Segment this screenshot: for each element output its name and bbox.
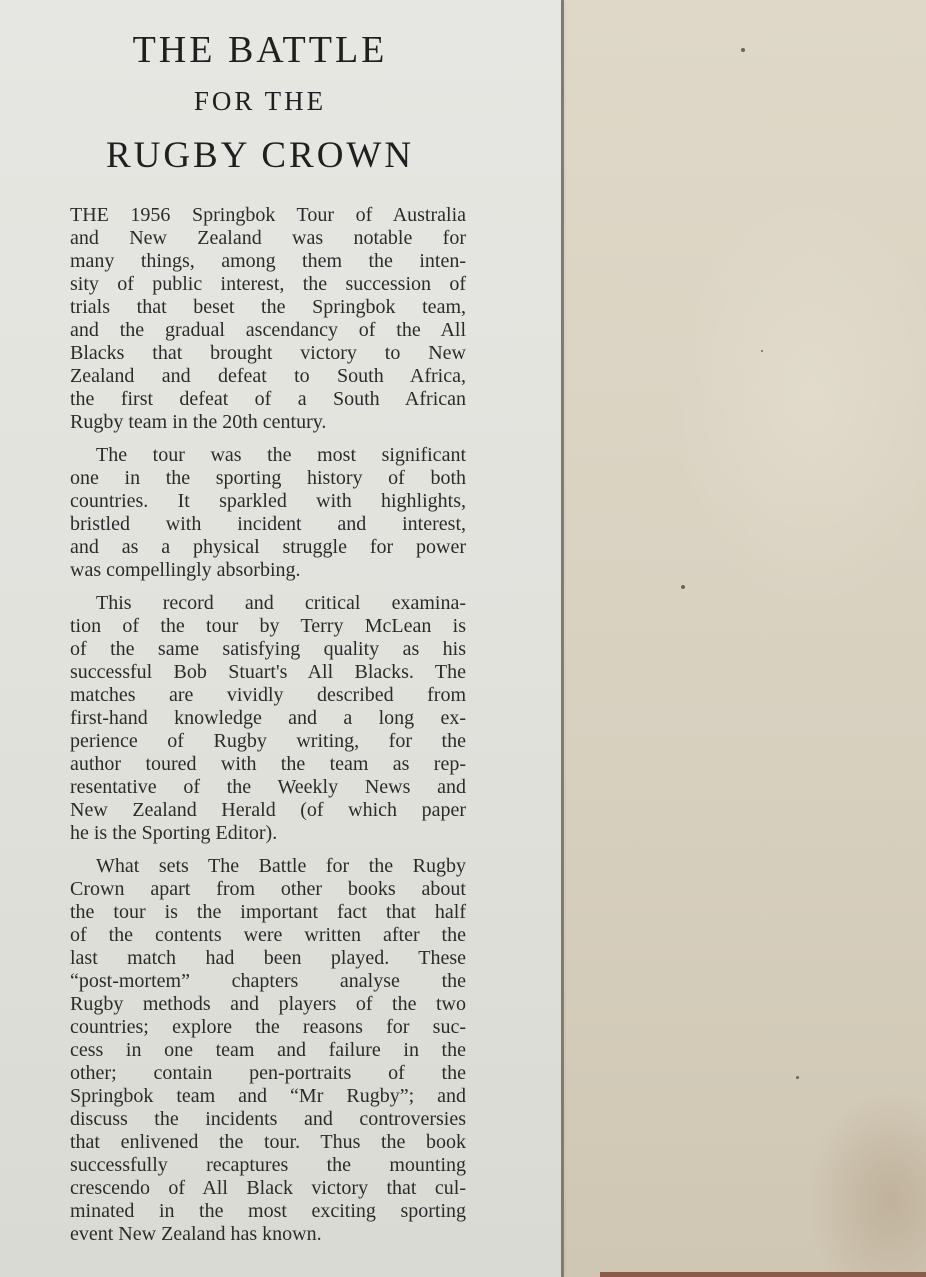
text-line: successfully recaptures the mounting — [70, 1154, 466, 1176]
book-back-cover — [561, 0, 926, 1277]
text-line: Rugby methods and players of the two — [70, 993, 466, 1015]
text-line: Rugby team in the 20th century. — [70, 411, 327, 433]
text-line: Blacks that brought victory to New — [70, 342, 466, 364]
blurb-paragraph-4 — [70, 855, 466, 1246]
text-line: “post-mortem” chapters analyse the — [70, 970, 466, 992]
text-line: Springbok team and “Mr Rugby”; and — [70, 1085, 466, 1107]
text-line: he is the Sporting Editor). — [70, 822, 278, 844]
blurb-paragraph-3 — [70, 592, 466, 845]
text-line: countries. It sparkled with highlights, — [70, 490, 466, 512]
text-line: event New Zealand has known. — [70, 1223, 322, 1245]
text-line: sity of public interest, the succession of — [70, 273, 466, 295]
text-line: matches are vividly described from — [70, 684, 466, 706]
text-line: the tour is the important fact that half — [70, 901, 466, 923]
paper-speck — [741, 48, 745, 52]
flap-edge — [561, 0, 564, 1277]
text-line: that enlivened the tour. Thus the book — [70, 1131, 466, 1153]
blurb-paragraph-2 — [70, 444, 466, 582]
text-line: Crown apart from other books about — [70, 878, 466, 900]
text-line: author toured with the team as rep- — [70, 753, 466, 775]
text-line: bristled with incident and interest, — [70, 513, 466, 535]
text-line: cess in one team and failure in the — [70, 1039, 466, 1061]
text-line: trials that beset the Springbok team, — [70, 296, 466, 318]
text-line: successful Bob Stuart's All Blacks. The — [70, 661, 466, 683]
title-line-1: THE BATTLE — [132, 29, 388, 71]
text-line: The tour was the most significant — [96, 444, 466, 466]
text-line: Zealand and defeat to South Africa, — [70, 365, 466, 387]
text-line: New Zealand Herald (of which paper — [70, 799, 466, 821]
text-line: and the gradual ascendancy of the All — [70, 319, 466, 341]
text-line: discuss the incidents and controversies — [70, 1108, 466, 1130]
text-line: tion of the tour by Terry McLean is — [70, 615, 466, 637]
text-line: of the contents were written after the — [70, 924, 466, 946]
text-line: perience of Rugby writing, for the — [70, 730, 466, 752]
text-line: many things, among them the inten- — [70, 250, 466, 272]
paper-speck — [681, 585, 685, 589]
title-line-3: RUGBY CROWN — [105, 135, 415, 176]
text-line: other; contain pen-portraits of the — [70, 1062, 466, 1084]
text-line: minated in the most exciting sporting — [70, 1200, 466, 1222]
text-line: of the same satisfying quality as his — [70, 638, 466, 660]
text-line: last match had been played. These — [70, 947, 466, 969]
text-line: the first defeat of a South African — [70, 388, 466, 410]
text-line: countries; explore the reasons for suc- — [70, 1016, 466, 1038]
blurb-text — [70, 204, 466, 1256]
text-line: and as a physical struggle for power — [70, 536, 466, 558]
text-line: crescendo of All Black victory that cul- — [70, 1177, 466, 1199]
blurb-paragraph-1 — [70, 204, 466, 434]
text-line: This record and critical examina- — [96, 592, 466, 614]
text-line: resentative of the Weekly News and — [70, 776, 466, 798]
paper-speck — [796, 1076, 799, 1079]
cover-bottom-edge — [600, 1272, 926, 1277]
text-line: and New Zealand was notable for — [70, 227, 466, 249]
text-line: one in the sporting history of both — [70, 467, 466, 489]
text-line: was compellingly absorbing. — [70, 559, 301, 581]
title-line-2: FOR THE — [193, 86, 327, 116]
paper-speck — [761, 350, 763, 352]
text-line: first-hand knowledge and a long ex- — [70, 707, 466, 729]
text-line: What sets The Battle for the Rugby — [96, 855, 466, 877]
text-line: THE 1956 Springbok Tour of Australia — [70, 204, 466, 226]
